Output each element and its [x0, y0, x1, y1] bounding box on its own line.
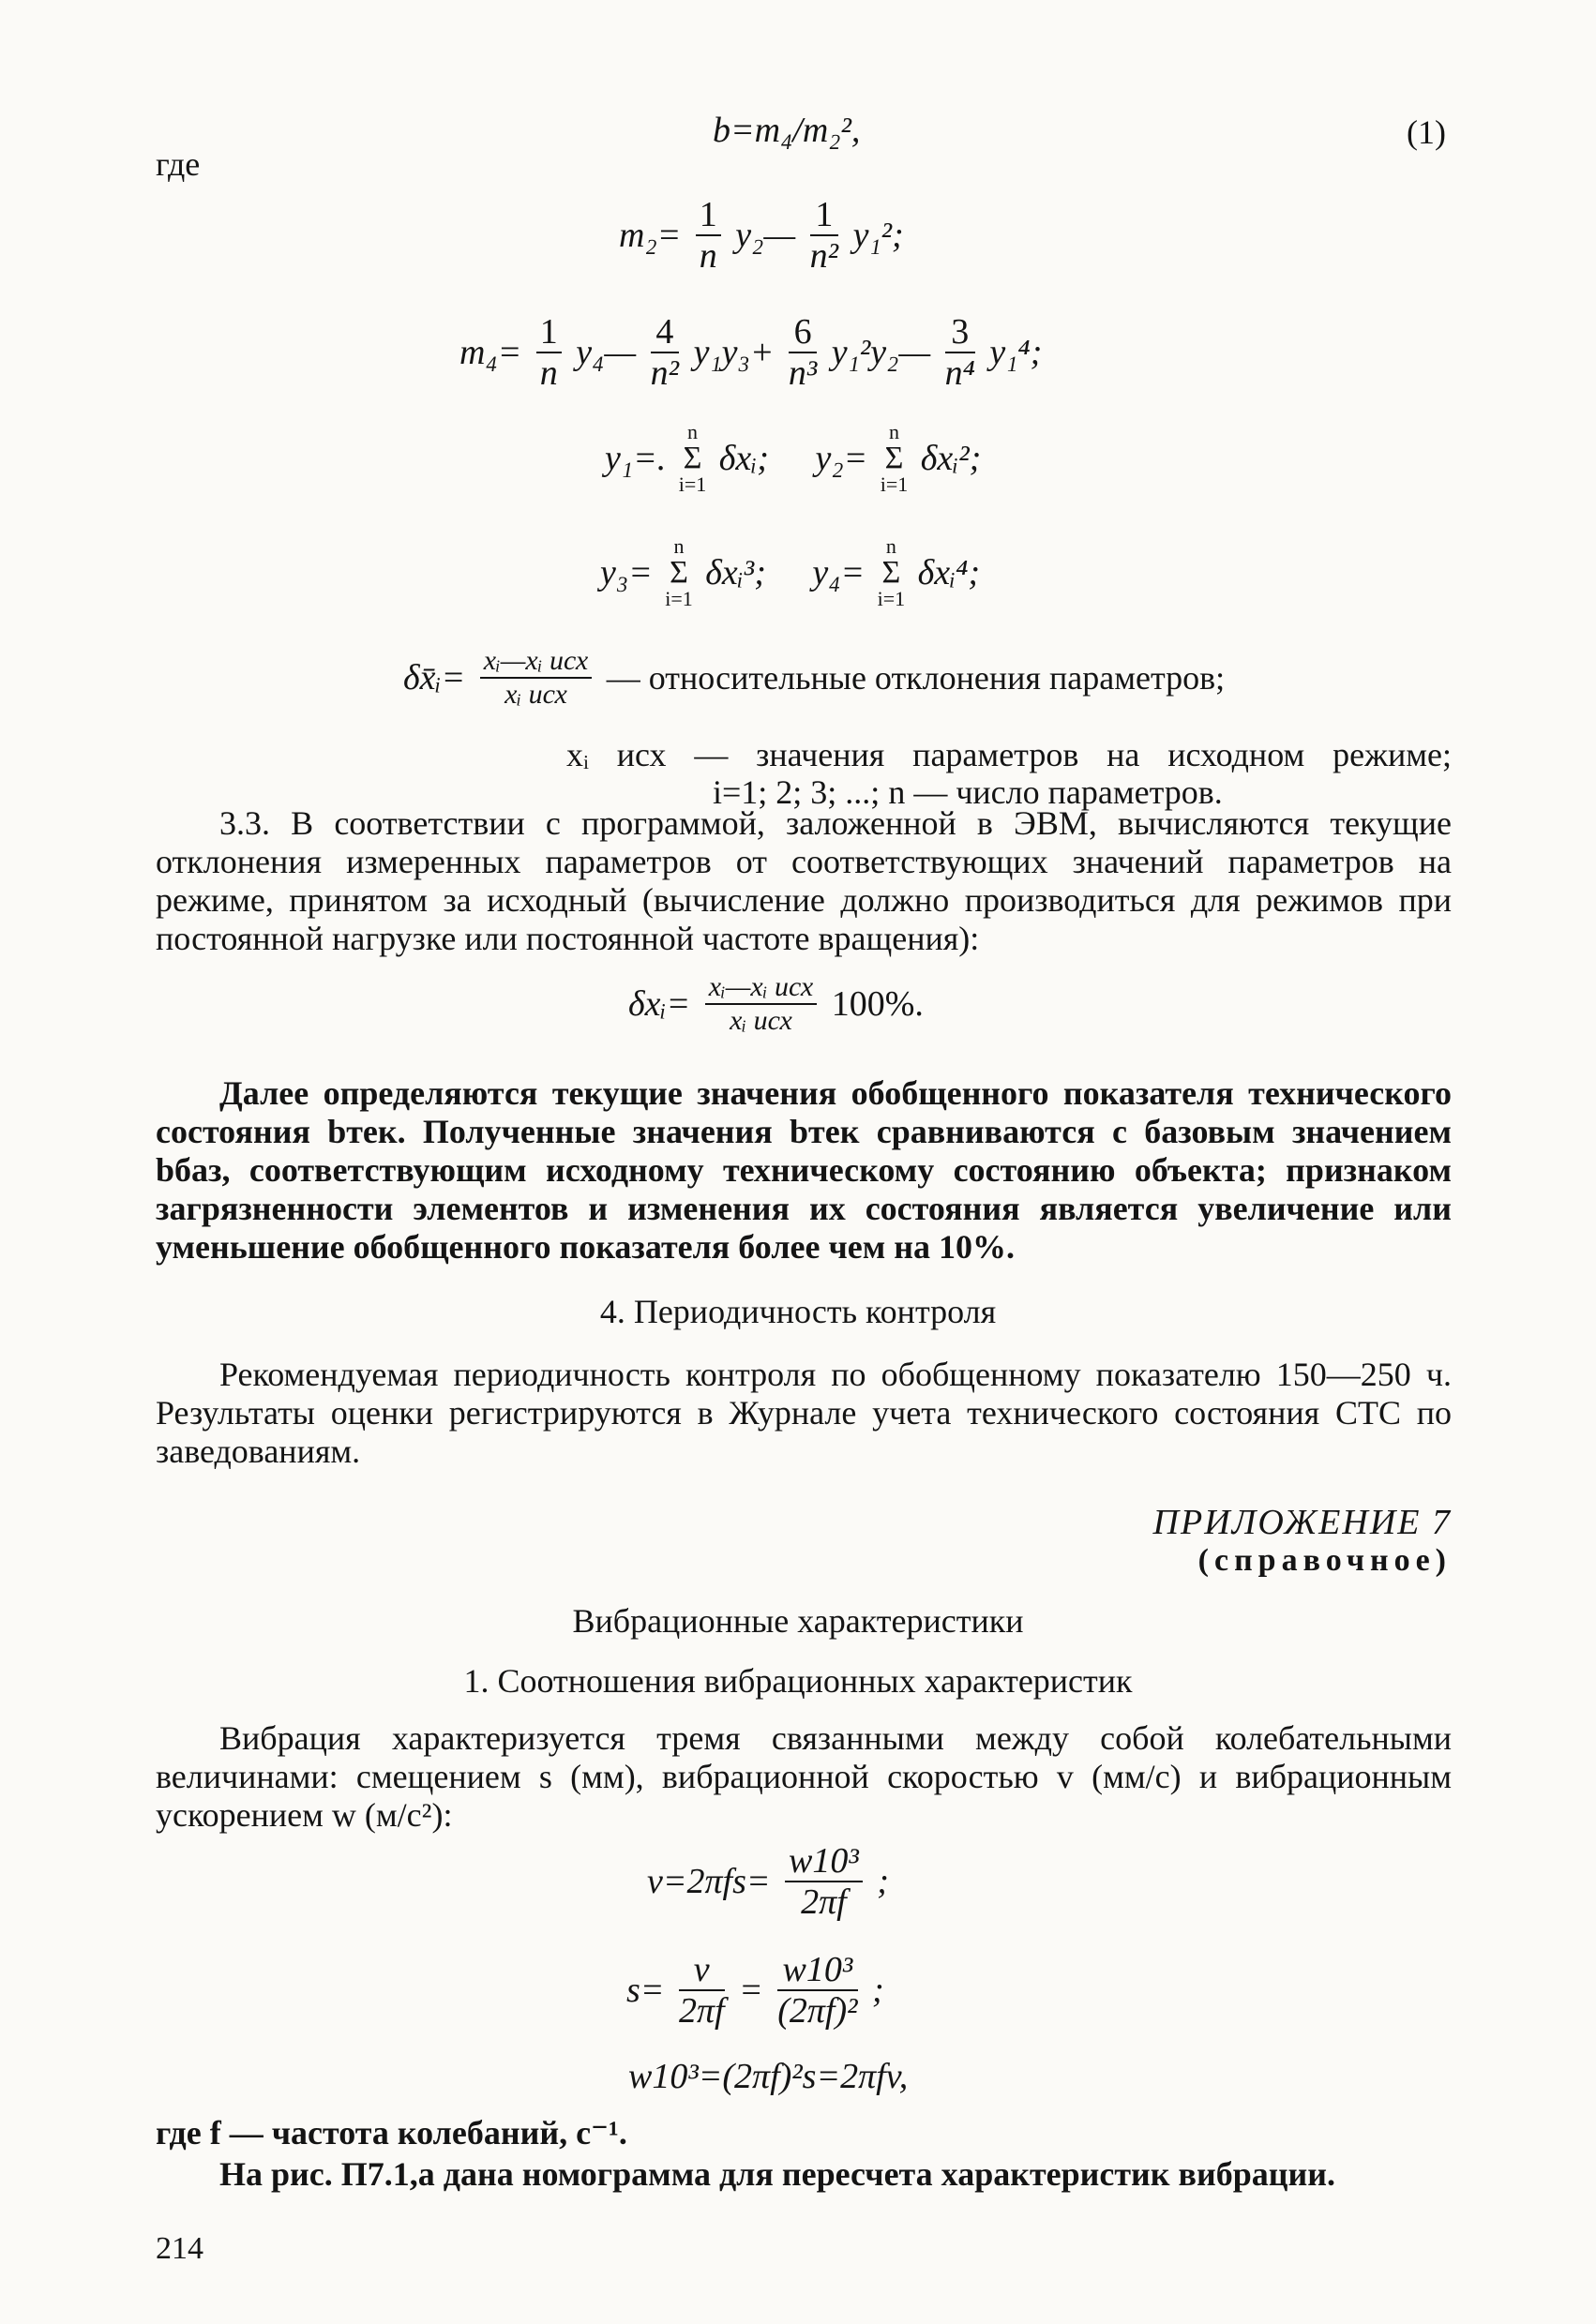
formula-dx-relative: δx̄ᵢ= $\frac{\text{xᵢ—xᵢ исх}}{\text{xᵢ исх}}$ — относительные отклонения параметров;	[403, 645, 1226, 710]
formula-v: v=2πfs= $\frac{\text{w10³}}{2\pi f}$ ;	[647, 1841, 889, 1922]
section-4-title: 4. Периодичность контроля	[599, 1293, 997, 1330]
formula-m2: m₂= $\frac{1}{n}$ y₂— $\frac{1}{\text{n²}}$ y₁²;	[619, 195, 904, 276]
sum-symbol: n Σ i=1	[880, 420, 909, 496]
vib-section-1: 1. Соотношения вибрационных характеристик	[463, 1662, 1133, 1700]
paragraph-dalee: Далее определяются текущие значения обобщенного показателя технического состояния bтек. Полученные значения bтек сравниваются с базовым значением bбаз, соответствующим исходному техническому состоянию объекта; признаком загрязненности элементов и изменения их состояния является увеличение или уменьшение обобщенного показателя более чем на 10%.	[156, 1074, 1452, 1266]
formula-s: s= $\frac{v}{2\pi f}$ = $\frac{\text{w10³}}{\text{(2πf)²}}$ ;	[626, 1950, 884, 2031]
appendix-subtitle: (справочное)	[1197, 1543, 1452, 1578]
fig-reference: На рис. П7.1,а дана номограмма для пересчета характеристик вибрации.	[219, 2155, 1335, 2193]
m2-frac1: $\frac{1}{n}$	[696, 197, 721, 274]
where-f: где f — частота колебаний, с⁻¹.	[156, 2114, 627, 2152]
formula-w: w10³=(2πf)²s=2πfv,	[628, 2057, 909, 2096]
sum-symbol: n Σ i=1	[665, 534, 693, 610]
sum-symbol: n Σ i=1	[877, 534, 906, 610]
xisx-line1: xᵢ исх — значения параметров на исходном режиме;	[566, 736, 1452, 773]
sum-symbol: n Σ i=1	[678, 420, 707, 496]
formula-m4: m₄= $\frac{1}{n}$ y₄— $\frac{4}{\text{n²}}$ y₁y₃+ $\frac{6}{\text{n³}}$ y₁²y₂— $\frac{3}{\text{n⁴}}$ y₁⁴;	[459, 312, 1043, 393]
formula-number: (1)	[1407, 113, 1446, 151]
m2-lhs: m₂=	[619, 216, 682, 255]
section-3-3: 3.3. В соответствии с программой, заложенной в ЭВМ, вычисляются текущие отклонения измеренных параметров от соответствующих значений параметров на режиме, принятом за исходный (вычисление должно производиться для режимов при постоянной нагрузке или постоянной частоте вращения):	[156, 804, 1452, 957]
formula-b: b=m₄/m₂²,	[713, 111, 861, 150]
xisx-line2: i=1; 2; 3; ...; n — число параметров.	[713, 773, 1223, 811]
vib-text: Вибрация характеризуется тремя связанными между собой колебательными величинами: смещением s (мм), вибрационной скоростью v (мм/с) и вибрационным ускорением w (м/с²):	[156, 1719, 1452, 1834]
formula-y3-y4: y₃= n Σ i=1 δxᵢ³; y₄= n Σ i=1 δxᵢ⁴;	[600, 534, 981, 610]
formula-y1-y2: y₁=. n Σ i=1 δxᵢ; y₂= n Σ i=1 δxᵢ²;	[605, 420, 982, 496]
appendix-title: ПРИЛОЖЕНИЕ 7	[1152, 1503, 1452, 1542]
page-number: 214	[156, 2231, 203, 2266]
vib-title: Вибрационные характеристики	[572, 1602, 1024, 1640]
m2-frac2: $\frac{1}{\text{n²}}$	[809, 195, 839, 276]
where-label: где	[156, 145, 201, 183]
formula-dx: δxᵢ= $\frac{\text{xᵢ—xᵢ исх}}{\text{xᵢ исх}}$ 100%.	[628, 971, 924, 1036]
section-4-text: Рекомендуемая периодичность контроля по обобщенному показателю 150—250 ч. Результаты оценки регистрируются в Журнале учета технического состояния СТС по заведованиям.	[156, 1356, 1452, 1470]
